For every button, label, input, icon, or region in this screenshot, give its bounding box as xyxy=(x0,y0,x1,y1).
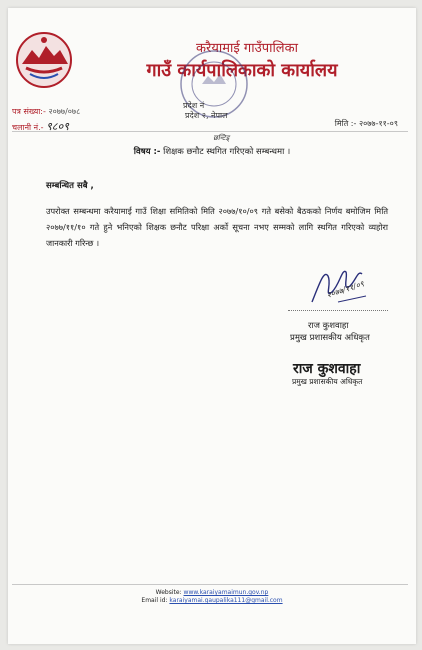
dispatch-number-value: ९८०९ xyxy=(46,120,69,133)
organization-name: करैयामाई गाउँपालिका xyxy=(196,41,298,56)
header-divider xyxy=(12,131,408,132)
letter-page xyxy=(8,8,416,644)
email-label: Email id: xyxy=(141,597,168,604)
name-stamp: राज कुशवाहा xyxy=(293,361,361,377)
footer-website xyxy=(8,589,416,596)
signature-line xyxy=(288,310,388,311)
reference-number xyxy=(12,106,80,117)
title-stamp: प्रमुख प्रशासकीय अधिकृत xyxy=(292,377,363,386)
website-link[interactable]: www.karaiyamaimun.gov.np xyxy=(183,589,269,596)
subject-label: विषय :- xyxy=(133,147,161,157)
office-name: गाउँ कार्यपालिकाको कार्यालय xyxy=(146,60,338,81)
footer-email xyxy=(8,597,416,604)
seal-text-line-1: प्रदेश नं xyxy=(183,101,205,110)
date-label: मिति :- xyxy=(334,119,357,128)
letter-date xyxy=(335,118,398,129)
signatory-name: राज कुशवाहा xyxy=(308,321,349,331)
letter-body: उपरोक्त सम्बन्धमा करैयामाई गाउँ शिक्षा समितिको मिति २०७७/१०/०९ गते बसेको बैठकको निर्णय बमोजिम मिति २०७७/११/१० गते हुने भनिएको शिक्षक छनौट परिक्षा अर्को सूचना नभए सम्मको लागि स्थगित गरिएको व्यहोरा जानकारी गरिन्छ । xyxy=(46,206,388,248)
website-label: Website: xyxy=(155,589,182,596)
reference-number-label: पत्र संख्या:- xyxy=(12,107,46,116)
subject-line xyxy=(8,146,416,157)
reference-number-value: २०७७/०७८ xyxy=(48,107,81,116)
subject-text: शिक्षक छनौट स्थगित गरिएको सम्बन्धमा । xyxy=(163,147,291,157)
handwritten-insertion: छन्टिड् xyxy=(213,134,230,142)
salutation: सम्बन्धित सबै , xyxy=(46,181,94,191)
footer-divider xyxy=(12,584,408,585)
email-link[interactable]: karaiyamai.gaupalika111@gmail.com xyxy=(169,597,283,604)
seal-text-line-2: प्रदेश २, नेपाल xyxy=(185,111,228,120)
date-value: २०७७-११-०९ xyxy=(358,119,398,128)
signature-date: २०७७/११/०९ xyxy=(325,279,366,300)
dispatch-number-label: चलानी नं.- xyxy=(12,123,44,132)
signatory-title: प्रमुख प्रशासकीय अधिकृत xyxy=(290,333,370,343)
